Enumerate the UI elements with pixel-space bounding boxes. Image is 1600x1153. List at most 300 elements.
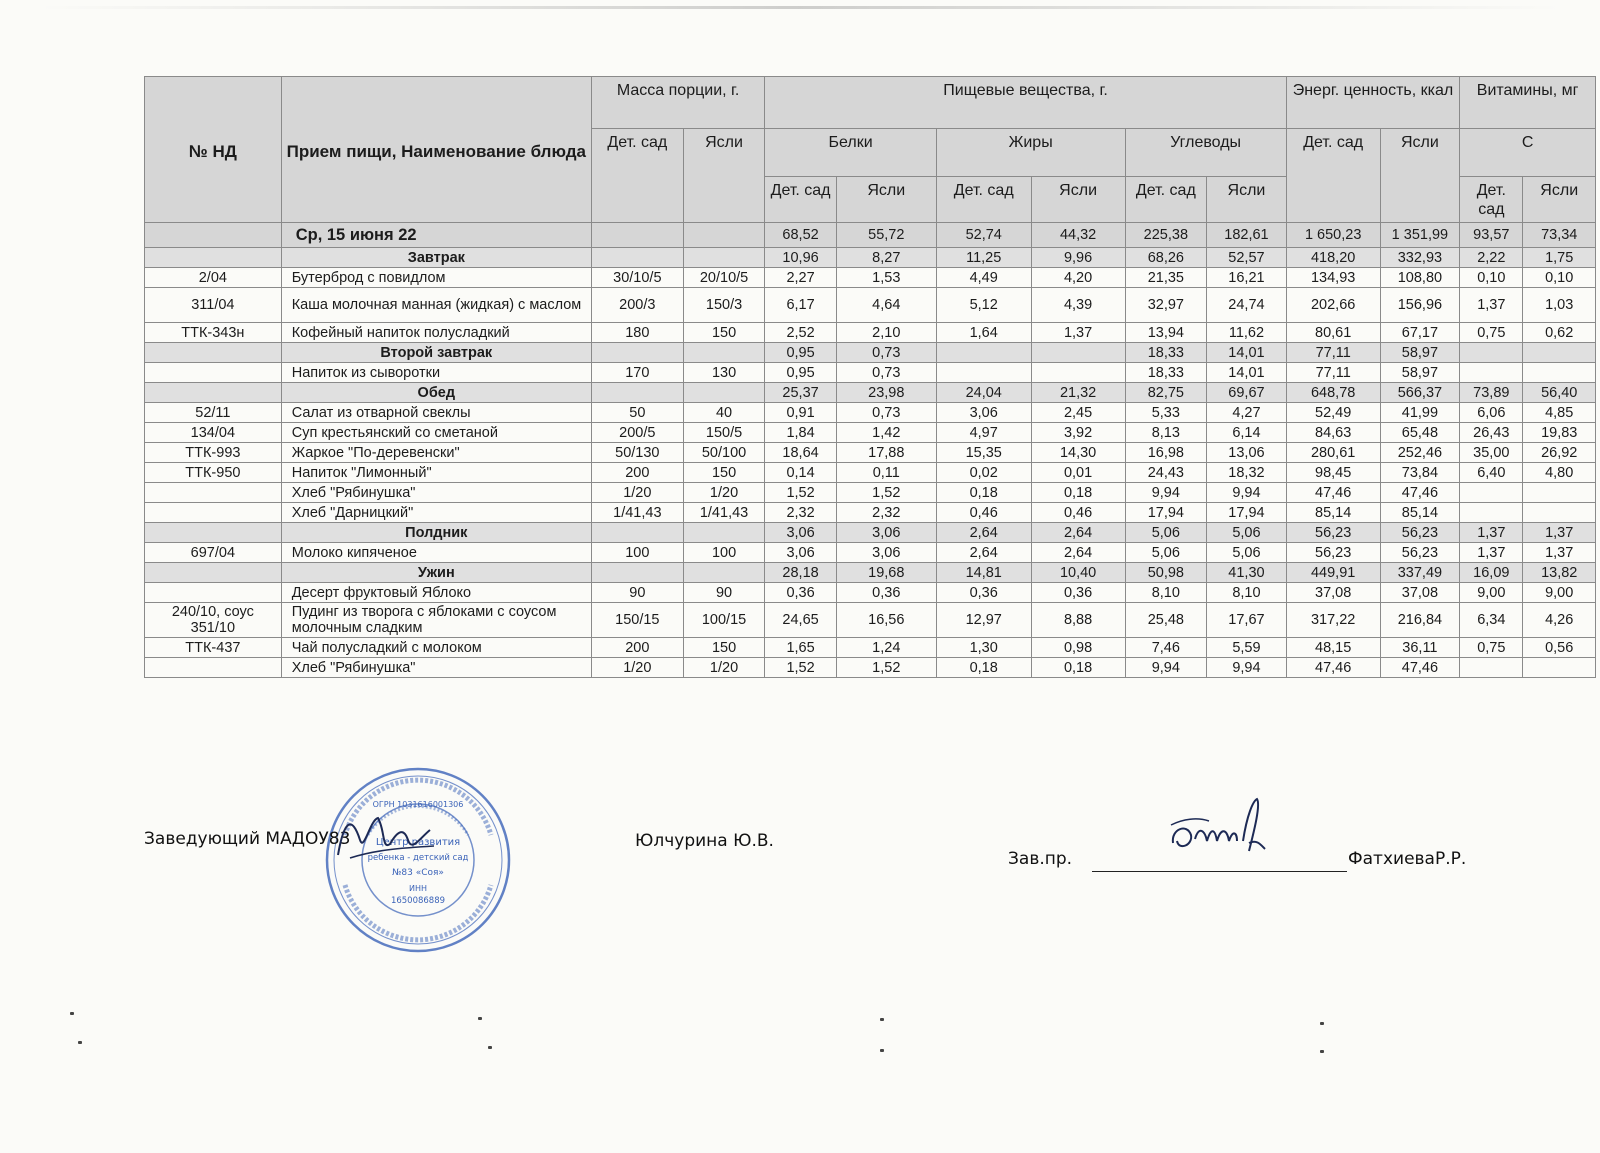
dish-value: 2,27 — [765, 268, 836, 288]
dish-value: 19,83 — [1523, 423, 1596, 443]
meal-total-value: 418,20 — [1286, 248, 1380, 268]
dish-value: 47,46 — [1286, 483, 1380, 503]
meal-total-value: 332,93 — [1380, 248, 1460, 268]
chef-title: Зав.пр. — [1008, 849, 1073, 869]
dish-name: Бутерброд с повидлом — [281, 268, 591, 288]
meal-total-row — [145, 523, 1596, 543]
dish-value: 48,15 — [1286, 638, 1380, 658]
dish-value: 1,30 — [936, 638, 1031, 658]
dish-value: 5,06 — [1207, 543, 1287, 563]
scan-speck — [1320, 1050, 1324, 1053]
dish-value: 6,34 — [1460, 603, 1523, 638]
meal-total-value: 2,64 — [1031, 523, 1125, 543]
dish-value: 0,36 — [765, 583, 836, 603]
dish-nd — [145, 483, 282, 503]
dish-value: 85,14 — [1286, 503, 1380, 523]
header-vitc-det-sad: Дет. сад — [1460, 177, 1523, 223]
dish-value: 4,85 — [1523, 403, 1596, 423]
header-fats-yasli: Ясли — [1031, 177, 1125, 223]
day-label: Ср, 15 июня 22 — [281, 223, 591, 248]
dish-row — [145, 638, 1596, 658]
dish-value — [1460, 503, 1523, 523]
head-signature — [330, 800, 440, 875]
dish-nd: ТТК-343н — [145, 323, 282, 343]
dish-value: 9,94 — [1125, 483, 1207, 503]
dish-value: 1,52 — [836, 483, 936, 503]
dish-row — [145, 658, 1596, 678]
dish-value: 9,94 — [1125, 658, 1207, 678]
dish-row — [145, 603, 1596, 638]
dish-value: 3,92 — [1031, 423, 1125, 443]
meal-title: Обед — [281, 383, 591, 403]
dish-mass-det-sad: 200 — [591, 463, 683, 483]
dish-value: 21,35 — [1125, 268, 1207, 288]
dish-value: 56,23 — [1380, 543, 1460, 563]
meal-total-value: 648,78 — [1286, 383, 1380, 403]
meal-total-value: 77,11 — [1286, 343, 1380, 363]
dish-mass-yasli: 130 — [683, 363, 765, 383]
dish-name: Десерт фруктовый Яблоко — [281, 583, 591, 603]
dish-value: 14,30 — [1031, 443, 1125, 463]
dish-row — [145, 583, 1596, 603]
meal-total-value: 10,40 — [1031, 563, 1125, 583]
dish-mass-det-sad: 180 — [591, 323, 683, 343]
meal-total-value: 68,26 — [1125, 248, 1207, 268]
dish-value: 0,95 — [765, 363, 836, 383]
day-value: 93,57 — [1460, 223, 1523, 248]
dish-value: 0,36 — [1031, 583, 1125, 603]
meal-total-value: 449,91 — [1286, 563, 1380, 583]
dish-value: 1,37 — [1031, 323, 1125, 343]
dish-value: 47,46 — [1380, 483, 1460, 503]
dish-mass-yasli: 100 — [683, 543, 765, 563]
meal-mass-det-sad — [591, 248, 683, 268]
meal-total-value — [936, 343, 1031, 363]
header-energy-det-sad: Дет. сад — [1286, 129, 1380, 223]
chef-signature — [1165, 795, 1280, 870]
dish-value: 2,10 — [836, 323, 936, 343]
meal-total-value: 56,23 — [1286, 523, 1380, 543]
dish-value: 0,18 — [936, 483, 1031, 503]
dish-value: 26,92 — [1523, 443, 1596, 463]
dish-value: 35,00 — [1460, 443, 1523, 463]
header-fats: Жиры — [936, 129, 1125, 177]
meal-title: Полдник — [281, 523, 591, 543]
dish-value: 18,64 — [765, 443, 836, 463]
dish-value — [1523, 363, 1596, 383]
meal-title: Второй завтрак — [281, 343, 591, 363]
meal-total-value: 19,68 — [836, 563, 936, 583]
dish-value: 8,13 — [1125, 423, 1207, 443]
dish-mass-yasli: 50/100 — [683, 443, 765, 463]
meal-mass-yasli — [683, 248, 765, 268]
meal-mass-yasli — [683, 523, 765, 543]
header-nutrients: Пищевые вещества, г. — [765, 77, 1286, 129]
stamp-inn: 1650086889 — [390, 896, 446, 906]
dish-value: 0,73 — [836, 363, 936, 383]
dish-value: 4,49 — [936, 268, 1031, 288]
dish-value: 0,14 — [765, 463, 836, 483]
meal-total-value — [1460, 343, 1523, 363]
dish-mass-det-sad: 30/10/5 — [591, 268, 683, 288]
header-proteins-yasli: Ясли — [836, 177, 936, 223]
dish-row — [145, 443, 1596, 463]
dish-value: 2,45 — [1031, 403, 1125, 423]
meal-mass-yasli — [683, 343, 765, 363]
dish-value: 4,80 — [1523, 463, 1596, 483]
scan-speck — [488, 1046, 492, 1049]
meal-total-value: 1,75 — [1523, 248, 1596, 268]
dish-value: 17,94 — [1125, 503, 1207, 523]
day-nd-cell — [145, 223, 282, 248]
dish-value: 134,93 — [1286, 268, 1380, 288]
meal-nd-cell — [145, 343, 282, 363]
dish-value: 202,66 — [1286, 288, 1380, 323]
meal-mass-det-sad — [591, 343, 683, 363]
meal-total-value: 58,97 — [1380, 343, 1460, 363]
scan-speck — [880, 1049, 884, 1052]
dish-value: 13,06 — [1207, 443, 1287, 463]
dish-value: 37,08 — [1286, 583, 1380, 603]
day-value: 1 650,23 — [1286, 223, 1380, 248]
dish-value: 0,73 — [836, 403, 936, 423]
dish-row — [145, 543, 1596, 563]
dish-mass-det-sad: 50 — [591, 403, 683, 423]
dish-value: 2,32 — [765, 503, 836, 523]
dish-value: 5,12 — [936, 288, 1031, 323]
dish-value: 25,48 — [1125, 603, 1207, 638]
header-mass-yasli: Ясли — [683, 129, 765, 223]
dish-nd: 311/04 — [145, 288, 282, 323]
dish-mass-yasli: 20/10/5 — [683, 268, 765, 288]
meal-total-value: 16,09 — [1460, 563, 1523, 583]
dish-value: 4,64 — [836, 288, 936, 323]
dish-value: 84,63 — [1286, 423, 1380, 443]
dish-name: Напиток из сыворотки — [281, 363, 591, 383]
dish-name: Кофейный напиток полусладкий — [281, 323, 591, 343]
meal-mass-yasli — [683, 563, 765, 583]
dish-nd: 134/04 — [145, 423, 282, 443]
meal-total-value: 9,96 — [1031, 248, 1125, 268]
meal-total-value: 56,40 — [1523, 383, 1596, 403]
meal-total-value: 21,32 — [1031, 383, 1125, 403]
dish-value: 1,52 — [836, 658, 936, 678]
dish-value: 17,94 — [1207, 503, 1287, 523]
meal-total-value: 566,37 — [1380, 383, 1460, 403]
meal-total-value: 23,98 — [836, 383, 936, 403]
header-vitamins: Витамины, мг — [1460, 77, 1596, 129]
dish-value: 3,06 — [765, 543, 836, 563]
dish-mass-yasli: 100/15 — [683, 603, 765, 638]
meal-total-value: 1,37 — [1523, 523, 1596, 543]
dish-value: 6,17 — [765, 288, 836, 323]
dish-value: 2,52 — [765, 323, 836, 343]
dish-name: Хлеб "Дарницкий" — [281, 503, 591, 523]
day-value: 68,52 — [765, 223, 836, 248]
meal-total-value: 0,95 — [765, 343, 836, 363]
dish-value — [936, 363, 1031, 383]
header-vitc-yasli: Ясли — [1523, 177, 1596, 223]
dish-mass-yasli: 150/5 — [683, 423, 765, 443]
dish-name: Хлеб "Рябинушка" — [281, 483, 591, 503]
dish-name: Напиток "Лимонный" — [281, 463, 591, 483]
day-value: 52,74 — [936, 223, 1031, 248]
scan-speck — [478, 1017, 482, 1020]
dish-name: Каша молочная манная (жидкая) с маслом — [281, 288, 591, 323]
day-value: 225,38 — [1125, 223, 1207, 248]
dish-mass-det-sad: 170 — [591, 363, 683, 383]
chef-name: ФатхиеваР.Р. — [1348, 849, 1467, 869]
dish-value: 0,36 — [836, 583, 936, 603]
dish-name: Салат из отварной свеклы — [281, 403, 591, 423]
dish-value: 3,06 — [836, 543, 936, 563]
dish-value: 14,01 — [1207, 363, 1287, 383]
meal-total-value: 28,18 — [765, 563, 836, 583]
header-proteins: Белки — [765, 129, 936, 177]
dish-mass-yasli: 150 — [683, 463, 765, 483]
dish-value: 56,23 — [1286, 543, 1380, 563]
stamp-center-line-1: Центр развития — [375, 837, 461, 848]
meal-mass-det-sad — [591, 383, 683, 403]
dish-name: Молоко кипяченое — [281, 543, 591, 563]
meal-total-row — [145, 563, 1596, 583]
day-value: 55,72 — [836, 223, 936, 248]
dish-value: 1,65 — [765, 638, 836, 658]
meal-total-value: 5,06 — [1207, 523, 1287, 543]
dish-mass-det-sad: 200 — [591, 638, 683, 658]
dish-name: Жаркое "По-деревенски" — [281, 443, 591, 463]
dish-value: 0,75 — [1460, 323, 1523, 343]
dish-value: 13,94 — [1125, 323, 1207, 343]
dish-value: 9,94 — [1207, 483, 1287, 503]
dish-mass-yasli: 1/20 — [683, 658, 765, 678]
dish-value: 0,36 — [936, 583, 1031, 603]
dish-value: 8,10 — [1207, 583, 1287, 603]
meal-total-value: 41,30 — [1207, 563, 1287, 583]
dish-value: 0,46 — [1031, 503, 1125, 523]
dish-value: 0,02 — [936, 463, 1031, 483]
dish-value: 0,10 — [1523, 268, 1596, 288]
dish-mass-yasli: 1/20 — [683, 483, 765, 503]
dish-value: 12,97 — [936, 603, 1031, 638]
day-value: 182,61 — [1207, 223, 1287, 248]
dish-value: 16,56 — [836, 603, 936, 638]
meal-total-value: 25,37 — [765, 383, 836, 403]
dish-mass-det-sad: 150/15 — [591, 603, 683, 638]
dish-value: 73,84 — [1380, 463, 1460, 483]
meal-mass-det-sad — [591, 563, 683, 583]
dish-value: 0,11 — [836, 463, 936, 483]
dish-value: 1,03 — [1523, 288, 1596, 323]
stamp-center-line-2: ребенка - детский сад — [367, 853, 469, 863]
dish-nd: 697/04 — [145, 543, 282, 563]
dish-row — [145, 268, 1596, 288]
stamp-inn-label: ИНН — [408, 884, 428, 893]
meal-total-value: 5,06 — [1125, 523, 1207, 543]
dish-nd — [145, 658, 282, 678]
dish-value: 0,18 — [1031, 483, 1125, 503]
dish-row — [145, 503, 1596, 523]
header-carbs: Углеводы — [1125, 129, 1286, 177]
dish-value: 37,08 — [1380, 583, 1460, 603]
table-body — [145, 223, 1596, 678]
stamp-center-line-3: №83 «Соя» — [392, 868, 444, 878]
dish-nd: 52/11 — [145, 403, 282, 423]
meal-total-value: 82,75 — [1125, 383, 1207, 403]
dish-value: 6,40 — [1460, 463, 1523, 483]
meal-title: Завтрак — [281, 248, 591, 268]
meal-total-value — [1523, 343, 1596, 363]
dish-value: 317,22 — [1286, 603, 1380, 638]
dish-value: 4,26 — [1523, 603, 1596, 638]
header-energy: Энерг. ценность, ккал — [1286, 77, 1459, 129]
header-fats-det-sad: Дет. сад — [936, 177, 1031, 223]
dish-value: 1,52 — [765, 483, 836, 503]
scan-speck — [70, 1012, 74, 1015]
dish-value: 1,52 — [765, 658, 836, 678]
dish-nd: ТТК-437 — [145, 638, 282, 658]
dish-value: 9,00 — [1460, 583, 1523, 603]
dish-value: 5,33 — [1125, 403, 1207, 423]
dish-value: 15,35 — [936, 443, 1031, 463]
dish-value: 9,00 — [1523, 583, 1596, 603]
day-value: 73,34 — [1523, 223, 1596, 248]
dish-value: 1,42 — [836, 423, 936, 443]
dish-value: 18,33 — [1125, 363, 1207, 383]
dish-row — [145, 463, 1596, 483]
dish-value: 252,46 — [1380, 443, 1460, 463]
dish-value: 280,61 — [1286, 443, 1380, 463]
dish-value: 4,27 — [1207, 403, 1287, 423]
round-seal-stamp — [323, 765, 513, 955]
dish-mass-det-sad: 1/20 — [591, 658, 683, 678]
meal-total-value: 56,23 — [1380, 523, 1460, 543]
scan-speck — [1320, 1022, 1324, 1025]
dish-value: 108,80 — [1380, 268, 1460, 288]
meal-total-row — [145, 343, 1596, 363]
dish-value — [1460, 658, 1523, 678]
dish-value: 58,97 — [1380, 363, 1460, 383]
header-mass-det-sad: Дет. сад — [591, 129, 683, 223]
dish-row — [145, 323, 1596, 343]
header-vitamin-c: С — [1460, 129, 1596, 177]
meal-total-row — [145, 248, 1596, 268]
meal-nd-cell — [145, 248, 282, 268]
meal-total-value: 52,57 — [1207, 248, 1287, 268]
meal-total-value: 11,25 — [936, 248, 1031, 268]
dish-mass-det-sad: 200/5 — [591, 423, 683, 443]
dish-nd: 2/04 — [145, 268, 282, 288]
dish-value: 0,46 — [936, 503, 1031, 523]
dish-mass-yasli: 150 — [683, 323, 765, 343]
meal-title: Ужин — [281, 563, 591, 583]
dish-value — [1523, 658, 1596, 678]
dish-value: 0,10 — [1460, 268, 1523, 288]
dish-mass-yasli: 150 — [683, 638, 765, 658]
dish-value: 67,17 — [1380, 323, 1460, 343]
dish-nd — [145, 363, 282, 383]
dish-value: 0,98 — [1031, 638, 1125, 658]
header-carbs-det-sad: Дет. сад — [1125, 177, 1207, 223]
day-value: 1 351,99 — [1380, 223, 1460, 248]
scan-edge-shadow — [40, 6, 1560, 9]
dish-nd — [145, 583, 282, 603]
dish-value: 6,06 — [1460, 403, 1523, 423]
meal-total-value: 18,33 — [1125, 343, 1207, 363]
meal-total-value: 0,73 — [836, 343, 936, 363]
dish-value: 2,64 — [936, 543, 1031, 563]
dish-value: 47,46 — [1380, 658, 1460, 678]
dish-value: 65,48 — [1380, 423, 1460, 443]
dish-mass-det-sad: 200/3 — [591, 288, 683, 323]
head-title: Заведующий МАДОУ83 — [144, 829, 351, 849]
signature-line — [1092, 871, 1347, 872]
meal-total-value: 337,49 — [1380, 563, 1460, 583]
scan-speck — [880, 1018, 884, 1021]
dish-value: 4,39 — [1031, 288, 1125, 323]
head-name: Юлчурина Ю.В. — [635, 831, 774, 851]
meal-total-value: 3,06 — [765, 523, 836, 543]
header-carbs-yasli: Ясли — [1207, 177, 1287, 223]
dish-row — [145, 483, 1596, 503]
dish-value: 32,97 — [1125, 288, 1207, 323]
header-dish: Прием пищи, Наименование блюда — [281, 77, 591, 223]
dish-value: 85,14 — [1380, 503, 1460, 523]
dish-mass-yasli: 90 — [683, 583, 765, 603]
dish-mass-det-sad: 50/130 — [591, 443, 683, 463]
dish-value: 5,06 — [1125, 543, 1207, 563]
meal-mass-det-sad — [591, 523, 683, 543]
dish-value: 0,62 — [1523, 323, 1596, 343]
meal-total-value: 14,01 — [1207, 343, 1287, 363]
meal-mass-yasli — [683, 383, 765, 403]
meal-total-value: 69,67 — [1207, 383, 1287, 403]
day-mass-det-sad — [591, 223, 683, 248]
dish-value: 1,37 — [1460, 543, 1523, 563]
dish-value: 24,65 — [765, 603, 836, 638]
dish-value: 47,46 — [1286, 658, 1380, 678]
meal-nd-cell — [145, 563, 282, 583]
meal-total-value: 14,81 — [936, 563, 1031, 583]
meal-total-value: 13,82 — [1523, 563, 1596, 583]
dish-value: 0,75 — [1460, 638, 1523, 658]
dish-value: 77,11 — [1286, 363, 1380, 383]
dish-value: 1,37 — [1460, 288, 1523, 323]
day-value: 44,32 — [1031, 223, 1125, 248]
dish-value: 24,74 — [1207, 288, 1287, 323]
dish-value: 4,20 — [1031, 268, 1125, 288]
meal-total-value: 73,89 — [1460, 383, 1523, 403]
meal-total-value: 8,27 — [836, 248, 936, 268]
dish-value: 4,97 — [936, 423, 1031, 443]
dish-value: 98,45 — [1286, 463, 1380, 483]
dish-mass-yasli: 40 — [683, 403, 765, 423]
table-header — [145, 77, 1596, 223]
dish-value: 0,56 — [1523, 638, 1596, 658]
meal-total-value: 1,37 — [1460, 523, 1523, 543]
dish-name: Чай полусладкий с молоком — [281, 638, 591, 658]
dish-value: 24,43 — [1125, 463, 1207, 483]
dish-value: 1,84 — [765, 423, 836, 443]
dish-nd: ТТК-950 — [145, 463, 282, 483]
dish-value: 9,94 — [1207, 658, 1287, 678]
dish-value: 0,91 — [765, 403, 836, 423]
dish-value: 156,96 — [1380, 288, 1460, 323]
dish-value — [1460, 363, 1523, 383]
dish-value: 11,62 — [1207, 323, 1287, 343]
dish-value: 17,88 — [836, 443, 936, 463]
dish-value: 26,43 — [1460, 423, 1523, 443]
